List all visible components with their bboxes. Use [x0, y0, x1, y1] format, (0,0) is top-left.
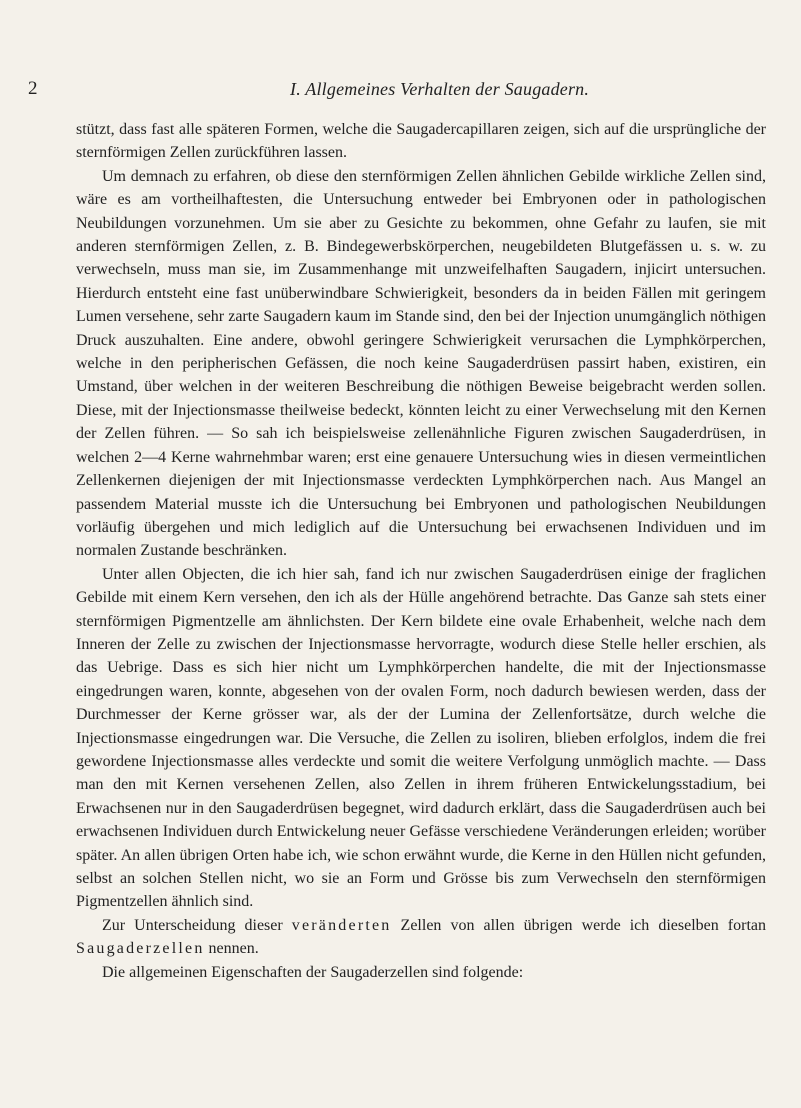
paragraph-continuation: stützt, dass fast alle späteren Formen, welche die Saugadercapillaren zeigen, sich auf die ursprüngliche der sternförmigen Zellen zurückführen lassen.	[76, 121, 766, 162]
paragraph-2: Unter allen Objecten, die ich hier sah, fand ich nur zwischen Saugaderdrüsen einige der fraglichen Gebilde mit einem Kern versehen, den ich als der Hülle angehörend betrachte. Das Ganze sah stets einer sternförmigen Pigmentzelle am ähnlichsten. Der Kern bildete eine ovale Erhabenheit, welche nach dem Inneren der Zelle zu zwischen der Injectionsmasse hervorragte, wodurch diese Stelle heller erschien, als das Uebrige. Dass es sich hier nicht um Lymphkörperchen handelte, die mit der Injectionsmasse eingedrungen waren, konnte, abgesehen von der ovalen Form, noch dadurch bewiesen werden, dass der Durchmesser der Kerne grösser war, als der der Lumina der Zellenfortsätze, durch welche die Injectionsmasse eingedrungen war. Die Versuche, die Zellen zu isoliren, blieben erfolglos, indem die frei gewordene Injectionsmasse alles verdeckte und somit die weitere Verfolgung unmöglich machte. — Dass man den mit Kernen versehenen Zellen, also Zellen in ihrem früheren Entwickelungsstadium, bei Erwachsenen nur in den Saugaderdrüsen begegnet, wird dadurch erklärt, dass die Saugaderdrüsen auch bei erwachsenen Individuen durch Entwickelung neuer Gefässe verschiedene Veränderungen erleiden; worüber später. An allen übrigen Orten habe ich, wie schon erwähnt wurde, die Kerne in den Hüllen nicht gefunden, selbst an solchen Stellen nicht, wo sie an Form und Grösse bis zum Verwechseln den sternförmigen Pigmentzellen ähnlich sind.	[76, 565, 766, 911]
body-text	[76, 118, 766, 984]
paragraph-3-text-a: Zur Unterscheidung dieser	[102, 916, 292, 934]
running-head: I. Allgemeines Verhalten der Saugadern.	[290, 79, 590, 99]
paragraph-4: Die allgemeinen Eigenschaften der Saugaderzellen sind folgende:	[102, 963, 524, 981]
emphasis-saugaderzellen: Saugaderzellen	[76, 940, 205, 958]
paragraph-1: Um demnach zu erfahren, ob diese den sternförmigen Zellen ähnlichen Gebilde wirkliche Zellen sind, wäre es am vortheilhaftesten, die Untersuchung entweder bei Embryonen oder in pathologischen Neubildungen vorzunehmen. Um sie aber zu Gesichte zu bekommen, ohne Gefahr zu laufen, sie mit anderen sternförmigen Zellen, z. B. Bindegewerbskörperchen, neugebildeten Blutgefässen u. s. w. zu verwechseln, muss man sie, im Zusammenhange mit unzweifelhaften Saugadern, injicirt untersuchen. Hierdurch entsteht eine fast unüberwindbare Schwierigkeit, besonders da in beiden Fällen mit geringem Lumen versehene, sehr zarte Saugadern kaum im Stande sind, den bei der Injection unumgänglich nöthigen Druck auszuhalten. Eine andere, obwohl geringere Schwierigkeit verursachen die Lymphkörperchen, welche in den peripherischen Gefässen, die noch keine Saugaderdrüsen passirt haben, existiren, ein Umstand, über welchen in der weiteren Beschreibung die nöthigen Beweise beigebracht werden sollen. Diese, mit der Injectionsmasse theilweise bedeckt, könnten leicht zu einer Verwechselung mit den Kernen der Zellen führen. — So sah ich beispielsweise zellenähnliche Figuren zwischen Saugaderdrüsen, in welchen 2—4 Kerne wahrnehmbar waren; erst eine genauere Untersuchung wies in diesen vermeintlichen Zellenkernen diejenigen der mit Injectionsmasse verdeckten Lymphkörperchen nach. Aus Mangel an passendem Material musste ich die Untersuchung bei Embryonen und pathologischen Neubildungen vorläufig übergehen und mich lediglich auf die Untersuchung bei erwachsenen Individuen und im normalen Zustande beschränken.	[76, 167, 766, 560]
paragraph-3	[76, 914, 766, 961]
paragraph-3-text-e: nennen.	[204, 940, 259, 958]
paragraph-3-text-c: Zellen von allen übrigen werde ich dieselben fortan	[391, 916, 767, 934]
page-number: 2	[28, 78, 38, 99]
emphasis-veraenderten: veränderten	[291, 916, 392, 934]
page-header	[28, 78, 761, 106]
